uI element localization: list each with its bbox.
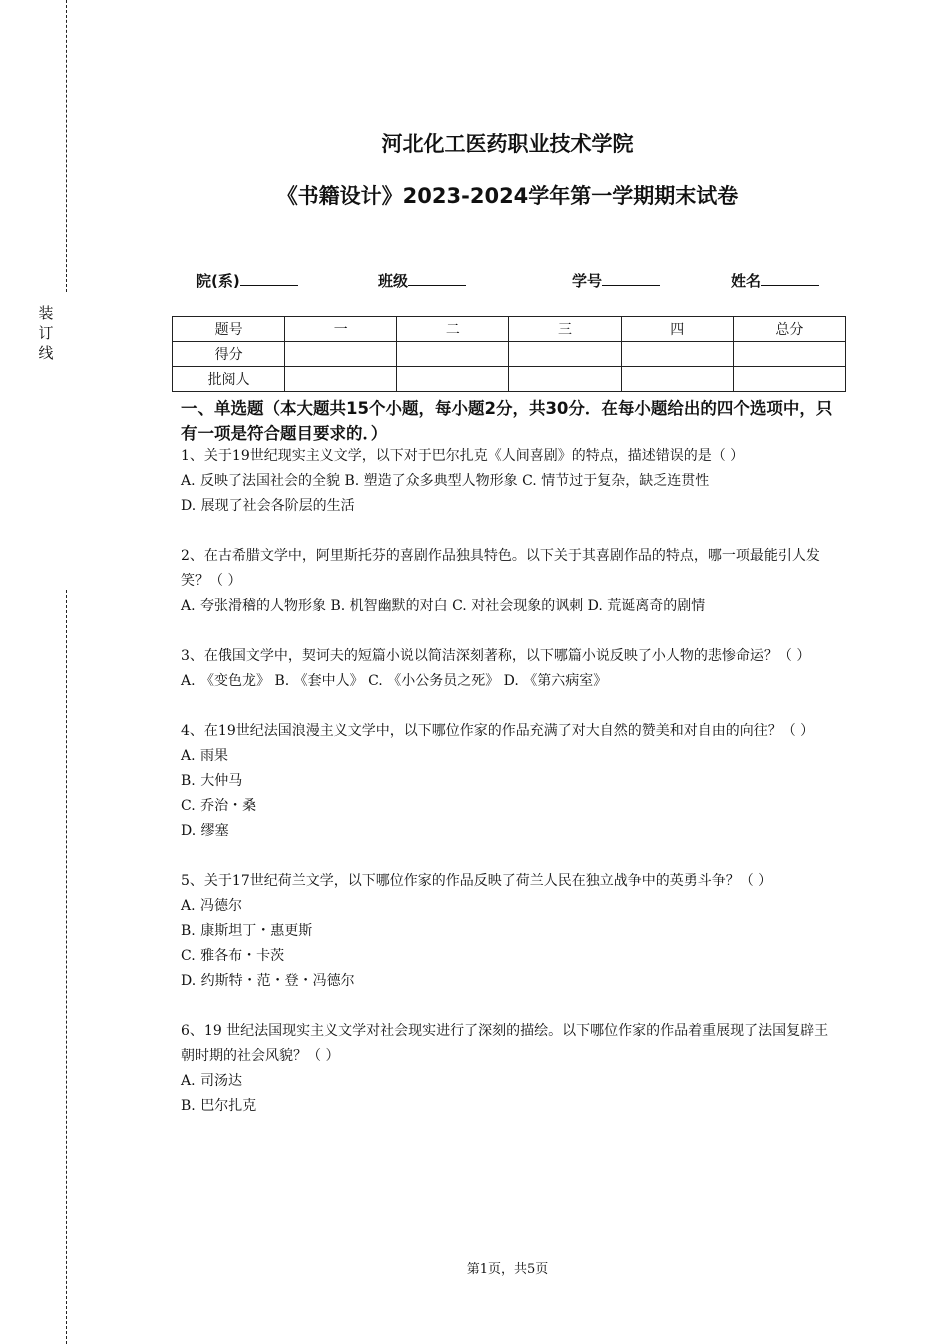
- name-label: 姓名: [731, 272, 762, 290]
- header-cell: 一: [285, 317, 397, 342]
- class-label: 班级: [378, 272, 409, 290]
- score-cell[interactable]: [509, 342, 621, 367]
- score-table-header-row: [173, 317, 846, 342]
- question-5: [181, 869, 841, 994]
- header-cell: 四: [621, 317, 733, 342]
- student-id-blank[interactable]: [602, 271, 660, 286]
- grader-cell[interactable]: [621, 367, 733, 392]
- option-line: B. 巴尔扎克: [181, 1098, 257, 1114]
- header-cell: 总分: [733, 317, 845, 342]
- row-label: 得分: [173, 342, 285, 367]
- student-id-field: [572, 270, 660, 291]
- score-cell[interactable]: [621, 342, 733, 367]
- grader-cell[interactable]: [397, 367, 509, 392]
- option-line: A. 《变色龙》 B. 《套中人》 C. 《小公务员之死》 D. 《第六病室》: [181, 673, 608, 689]
- department-blank[interactable]: [240, 271, 298, 286]
- question-stem: 6、19 世纪法国现实主义文学对社会现实进行了深刻的描绘。以下哪位作家的作品着重展现了法国复辟王朝时期的社会风貌？（ ）: [181, 1023, 829, 1064]
- option-line: A. 冯德尔: [181, 898, 243, 914]
- score-row: [173, 342, 846, 367]
- question-stem: 1、关于19世纪现实主义文学，以下对于巴尔扎克《人间喜剧》的特点，描述错误的是（ ）: [181, 448, 745, 464]
- name-field: [731, 270, 819, 291]
- question-6: [181, 1019, 841, 1119]
- score-cell[interactable]: [397, 342, 509, 367]
- option-line: A. 雨果: [181, 748, 229, 764]
- option-line: D. 展现了社会各阶层的生活: [181, 498, 355, 514]
- department-label: 院(系): [196, 272, 240, 290]
- grader-row: [173, 367, 846, 392]
- option-line: A. 司汤达: [181, 1073, 243, 1089]
- option-line: A. 反映了法国社会的全貌 B. 塑造了众多典型人物形象 C. 情节过于复杂，缺乏连贯性: [181, 473, 710, 489]
- class-blank[interactable]: [408, 271, 466, 286]
- question-2: [181, 544, 841, 619]
- option-line: B. 康斯坦丁・惠更斯: [181, 923, 313, 939]
- score-cell[interactable]: [733, 342, 845, 367]
- header-cell: 二: [397, 317, 509, 342]
- question-stem: 3、在俄国文学中，契诃夫的短篇小说以简洁深刻著称，以下哪篇小说反映了小人物的悲惨命运？（ ）: [181, 648, 811, 664]
- school-title: 河北化工医药职业技术学院: [381, 132, 634, 156]
- grader-cell[interactable]: [509, 367, 621, 392]
- option-line: C. 乔治・桑: [181, 798, 257, 814]
- question-stem: 2、在古希腊文学中，阿里斯托芬的喜剧作品独具特色。以下关于其喜剧作品的特点，哪一项最能引人发笑？（ ）: [181, 548, 820, 589]
- student-id-label: 学号: [572, 272, 603, 290]
- page-footer: 第1页，共5页: [466, 1262, 549, 1277]
- department-field: [196, 270, 298, 291]
- question-4: [181, 719, 841, 844]
- grader-cell[interactable]: [285, 367, 397, 392]
- section-heading: 一、单选题（本大题共15个小题，每小题2分，共30分．在每小题给出的四个选项中，只有一项是符合题目要求的．）: [181, 399, 833, 443]
- header-cell: 题号: [173, 317, 285, 342]
- grader-cell[interactable]: [733, 367, 845, 392]
- name-blank[interactable]: [761, 271, 819, 286]
- row-label: 批阅人: [173, 367, 285, 392]
- exam-title: 《书籍设计》2023-2024学年第一学期期末试卷: [276, 184, 739, 208]
- question-stem: 5、关于17世纪荷兰文学，以下哪位作家的作品反映了荷兰人民在独立战争中的英勇斗争？（ ）: [181, 873, 773, 889]
- class-field: [378, 270, 466, 291]
- option-line: C. 雅各布・卡茨: [181, 948, 285, 964]
- header-cell: 三: [509, 317, 621, 342]
- question-list: [181, 444, 841, 1144]
- option-line: A. 夸张滑稽的人物形象 B. 机智幽默的对白 C. 对社会现象的讽刺 D. 荒诞离奇的剧情: [181, 598, 706, 614]
- question-3: [181, 644, 841, 694]
- question-stem: 4、在19世纪法国浪漫主义文学中，以下哪位作家的作品充满了对大自然的赞美和对自由的向往？（ ）: [181, 723, 815, 739]
- option-line: D. 约斯特・范・登・冯德尔: [181, 973, 355, 989]
- score-table: [172, 316, 846, 392]
- binding-label: 装订线: [38, 304, 54, 362]
- option-line: D. 缪塞: [181, 823, 229, 839]
- score-cell[interactable]: [285, 342, 397, 367]
- option-line: B. 大仲马: [181, 773, 243, 789]
- binding-line-bottom: [66, 590, 67, 1344]
- question-1: [181, 444, 841, 519]
